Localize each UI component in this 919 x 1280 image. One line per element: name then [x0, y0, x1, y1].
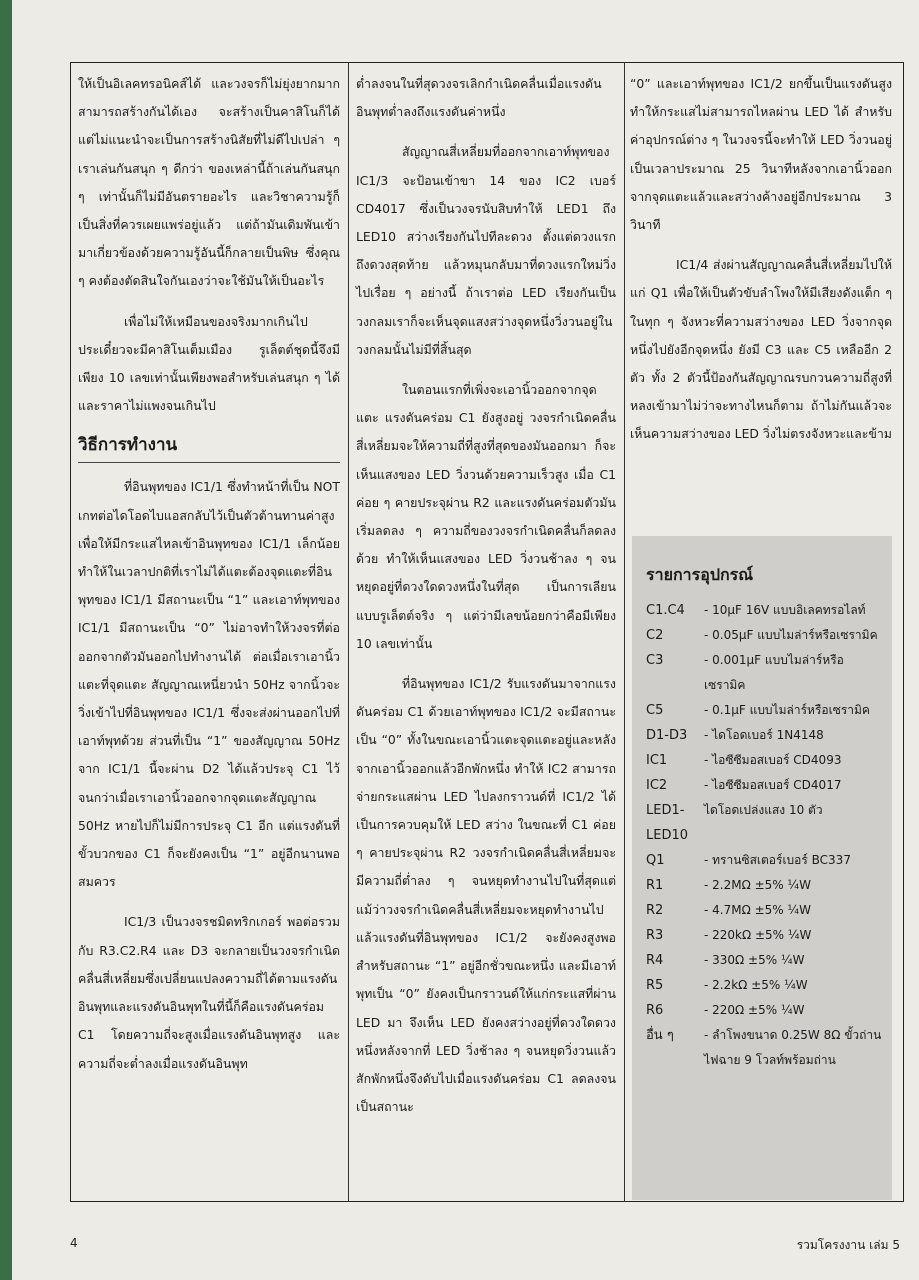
parts-list-item	[646, 923, 884, 948]
parts-list-item	[646, 698, 884, 723]
part-description: - 220Ω ±5% ¼W	[704, 1003, 805, 1017]
paragraph: เพื่อไม่ให้เหมือนของจริงมากเกินไป ประเดี๋ยวจะมีคาสิโนเต็มเมือง รูเล็ตต์ชุดนี้จึงมีเพียง 10 เลขเท่านั้นเพียงพอสำหรับเล่นสนุก ๆ ได้ และราคาไม่แพงจนเกินไป	[78, 313, 340, 414]
part-reference: C2	[646, 628, 664, 643]
parts-list-item	[646, 998, 884, 1023]
paragraph: ต่ำลงจนในที่สุดวงจรเลิกกำเนิดคลื่นเมื่อแรงดันอินพุทต่ำลงถึงแรงดันค่าหนึ่ง	[356, 76, 602, 120]
paragraph: IC1/4 ส่งผ่านสัญญาณคลื่นสี่เหลี่ยมไปให้แก่ Q1 เพื่อให้เป็นตัวขับลำโพงให้มีเสียงดังแต็ก ๆ ในทุก ๆ จังหวะที่ความสว่างของ LED วิ่งจากจุดหนึ่งไปยังอีกจุดหนึ่ง ยังมี C3 และ C5 เหลืออีก 2 ตัว ทั้ง 2 ตัวนี้ป้องกันสัญญาณรบกวนความถี่สูงที่หลงเข้ามาไม่ว่าจะทางไหนก็ตาม ถ้าไม่กันแล้วจะเห็นความสว่างของ LED วิ่งไม่ตรงจังหวะและข้าม	[630, 257, 892, 442]
part-reference: C5	[646, 703, 664, 718]
part-description: - ไอซีซีมอสเบอร์ CD4017	[704, 778, 842, 792]
part-reference: อื่น ๆ	[646, 1028, 674, 1043]
part-reference: R2	[646, 903, 664, 918]
part-reference: R1	[646, 878, 664, 893]
paragraph: ที่อินพุทของ IC1/1 ซึ่งทำหน้าที่เป็น NOT เกทต่อไดโอดไบแอสกลับไว้เป็นตัวต้านทานค่าสูงเพื่อให้มีกระแสไหลเข้าอินพุทของ IC1/1 เล็กน้อย ทำให้ในเวลาปกติที่เราไม่ได้แตะต้องจุดแตะที่อินพุทของ IC1/1 มีสถานะเป็น “1” และเอาท์พุทของ IC1/1 มีสถานะเป็น “0” ไม่อาจทำให้วงจรที่ต่อออกจากตัวมันออกไปทำงานได้ ต่อเมื่อเราเอานิ้วแตะที่จุดแตะ สัญญาณเหนี่ยวนำ 50Hz จากนิ้วจะวิ่งเข้าไปที่อินพุทของ IC1/1 ซึ่งจะส่งผ่านออกไปที่เอาท์พุทด้วย ส่วนที่เป็น “1” ของสัญญาณ 50Hz จาก IC1/1 นี้จะผ่าน D2 ได้แล้วประจุ C1 ไว้ จนกว่าเมื่อเราเอานิ้วออกจากจุดแตะสัญญาณ 50Hz หายไปก็ไม่มีการประจุ C1 อีก แต่แรงดันที่ขั้วบวกของ C1 ก็จะยังคงเป็น “1” อยู่อีกนานพอสมควร	[78, 479, 340, 890]
part-description: ไดโอดเปล่งแสง 10 ตัว	[704, 803, 823, 817]
column-divider	[348, 62, 349, 1202]
publication-title: รวมโครงงาน เล่ม 5	[796, 1238, 900, 1252]
part-reference: Q1	[646, 853, 665, 868]
column-2	[356, 70, 616, 1133]
part-reference: IC2	[646, 778, 668, 793]
parts-list-box	[632, 536, 892, 1200]
part-description: - 10μF 16V แบบอิเลคทรอไลท์	[704, 603, 866, 617]
part-reference: IC1	[646, 753, 668, 768]
paragraph: “0” และเอาท์พุทของ IC1/2 ยกขึ้นเป็นแรงดันสูงทำให้กระแสไม่สามารถไหลผ่าน LED ได้ สำหรับค่าอุปกรณ์ต่าง ๆ ในวงจรนี้จะทำให้ LED วิ่งวนอยู่เป็นเวลาประมาณ 25 วินาทีหลังจากเอานิ้วออกจากจุดแตะแล้วและสว่างค้างอยู่อีกประมาณ 3 วินาที	[630, 76, 892, 233]
part-description: - ไอซีซีมอสเบอร์ CD4093	[704, 753, 842, 767]
section-heading: วิธีการทำงาน	[78, 432, 340, 463]
column-3	[630, 70, 892, 461]
part-description: - ทรานซิสเตอร์เบอร์ BC337	[704, 853, 851, 867]
part-reference: D1-D3	[646, 728, 688, 743]
parts-list-item	[646, 1023, 884, 1073]
part-description: - ลำโพงขนาด 0.25W 8Ω ขั้วถ่านไฟฉาย 9 โวลท์พร้อมถ่าน	[704, 1028, 882, 1067]
part-description: - 220kΩ ±5% ¼W	[704, 928, 812, 942]
part-description: - 2.2kΩ ±5% ¼W	[704, 978, 808, 992]
part-description: - 4.7MΩ ±5% ¼W	[704, 903, 811, 917]
part-description: - 0.05μF แบบไมล่าร์หรือเซรามิค	[704, 628, 878, 642]
part-reference: C1.C4	[646, 603, 685, 618]
parts-list-item	[646, 748, 884, 773]
part-reference: R5	[646, 978, 664, 993]
paragraph: IC1/3 เป็นวงจรชมิดทริกเกอร์ พอต่อรวมกับ R3.C2.R4 และ D3 จะกลายเป็นวงจรกำเนิดคลื่นสี่เหลี่ยมซึ่งเปลี่ยนแปลงความถี่ได้ตามแรงดันอินพุทและแรงดันอินพุทในที่นี้ก็คือแรงดันคร่อม C1 โดยความถี่จะสูงเมื่อแรงดันอินพุทสูง และความถี่จะต่ำลงเมื่อแรงดันอินพุท	[78, 914, 340, 1071]
parts-list-item	[646, 848, 884, 873]
parts-list-item	[646, 898, 884, 923]
page-number: 4	[70, 1236, 78, 1250]
column-divider	[624, 62, 625, 1202]
parts-list-item	[646, 948, 884, 973]
parts-list-item	[646, 598, 884, 623]
part-reference: R6	[646, 1003, 664, 1018]
part-description: - ไดโอดเบอร์ 1N4148	[704, 728, 824, 742]
part-reference: LED1-LED10	[646, 803, 689, 843]
parts-list-item	[646, 623, 884, 648]
part-description: - 330Ω ±5% ¼W	[704, 953, 805, 967]
part-reference: C3	[646, 653, 664, 668]
paragraph: สัญญาณสี่เหลี่ยมที่ออกจากเอาท์พุทของ IC1/3 จะป้อนเข้าขา 14 ของ IC2 เบอร์ CD4017 ซึ่งเป็นวงจรนับสิบทำให้ LED1 ถึง LED10 สว่างเรียงกันไปทีละดวง ตั้งแต่ดวงแรกถึงดวงสุดท้าย แล้วหมุนกลับมาที่ดวงแรกใหม่วิ่งไปเรื่อย ๆ อย่างนี้ ถ้าเราต่อ LED เรียงกันเป็นวงกลมเราก็จะเห็นจุดแสงสว่างจุดหนึ่งวิ่งวนอยู่ในวงกลมนั้นไม่มีที่สิ้นสุด	[356, 144, 616, 357]
paragraph: ที่อินพุทของ IC1/2 รับแรงดันมาจากแรงดันคร่อม C1 ด้วยเอาท์พุทของ IC1/2 จะมีสถานะเป็น “0” ทั้งในขณะเอานิ้วแตะจุดแตะอยู่และหลังจากเอานิ้วออกแล้วอีกพักหนึ่ง ทำให้ IC2 สามารถจ่ายกระแสผ่าน LED ไปลงกราวนด์ที่ IC1/2 ได้ เป็นการควบคุมให้ LED สว่าง ในขณะที่ C1 ค่อย ๆ คายประจุผ่าน R2 วงจรกำเนิดคลื่นสี่เหลี่ยมจะมีความถี่ต่ำลง ๆ จนหยุดทำงานไปในที่สุดแต่แม้ว่าวงจรกำเนิดคลื่นสี่เหลี่ยมจะหยุดทำงานไปแล้วแรงดันที่อินพุทของ IC1/2 จะยังคงสูงพอสำหรับสถานะ “1” อยู่อีกชั่วขณะหนึ่ง และมีเอาท์พุทเป็น “0” ยังคงเป็นกราวนด์ให้แก่กระแสที่ผ่าน LED มา จึงเห็น LED ยังคงสว่างอยู่ที่ดวงใดดวงหนึ่งหลังจากที่ LED วิ่งช้าลง ๆ จนหยุดวิ่งวนแล้ว สักพักหนึ่งจึงดับไปเมื่อแรงดันคร่อม C1 ลดลงจนเป็นสถานะ	[356, 676, 616, 1115]
part-reference: R3	[646, 928, 664, 943]
parts-list-title: รายการอุปกรณ์	[646, 565, 754, 584]
parts-list-item	[646, 723, 884, 748]
column-1	[78, 70, 340, 1090]
parts-list-item	[646, 648, 884, 698]
parts-list-item	[646, 798, 884, 848]
part-description: - 0.1μF แบบไมล่าร์หรือเซรามิค	[704, 703, 870, 717]
part-description: - 2.2MΩ ±5% ¼W	[704, 878, 811, 892]
parts-list-item	[646, 773, 884, 798]
paragraph: ให้เป็นอิเลคทรอนิคส์ได้ และวงจรก็ไม่ยุ่งยากมาก สามารถสร้างกันได้เอง จะสร้างเป็นคาสิโนก็ได้ แต่ไม่แนะนำจะเป็นการสร้างนิสัยที่ไม่ดีไปเปล่า ๆ เราเล่นกันสนุก ๆ ดีกว่า ของเหล่านี้ถ้าเล่นกันสนุก ๆ เท่านั้นก็ไม่มีอันตรายอะไร และวิชาความรู้ก็เป็นสิ่งที่ควรเผยแพร่อยู่แล้ว แต่ถ้ามันเดิมพันเข้ามาเกี่ยวข้องด้วยความรู้อันนี้ก็กลายเป็นพิษ ซึ่งคุณ ๆ คงต้องตัดสินใจกันเองว่าจะใช้มันให้เป็นอะไร	[78, 76, 340, 289]
parts-list-item	[646, 873, 884, 898]
paragraph: ในตอนแรกที่เพิ่งจะเอานิ้วออกจากจุดแตะ แรงดันคร่อม C1 ยังสูงอยู่ วงจรกำเนิดคลื่นสี่เหลี่ยมจะให้ความถี่ที่สูงที่สุดของมันออกมา ก็จะเห็นแสงของ LED วิ่งวนด้วยความเร็วสูง เมื่อ C1 ค่อย ๆ คายประจุผ่าน R2 และแรงดันคร่อมตัวมันเริ่มลดลง ๆ ความถี่ของวงจรกำเนิดคลื่นก็ลดลงด้วย ทำให้เห็นแสงของ LED วิ่งวนช้าลง ๆ จนหยุดอยู่ที่ดวงใดดวงหนึ่งในที่สุด เป็นการเลียนแบบรูเล็ตต์จริง ๆ แต่ว่ามีเลขน้อยกว่าคือมีเพียง 10 เลขเท่านั้น	[356, 382, 616, 651]
part-reference: R4	[646, 953, 664, 968]
parts-list-rows	[646, 598, 884, 1073]
part-description: - 0.001μF แบบไมล่าร์หรือเซรามิค	[704, 653, 844, 692]
parts-list-item	[646, 973, 884, 998]
